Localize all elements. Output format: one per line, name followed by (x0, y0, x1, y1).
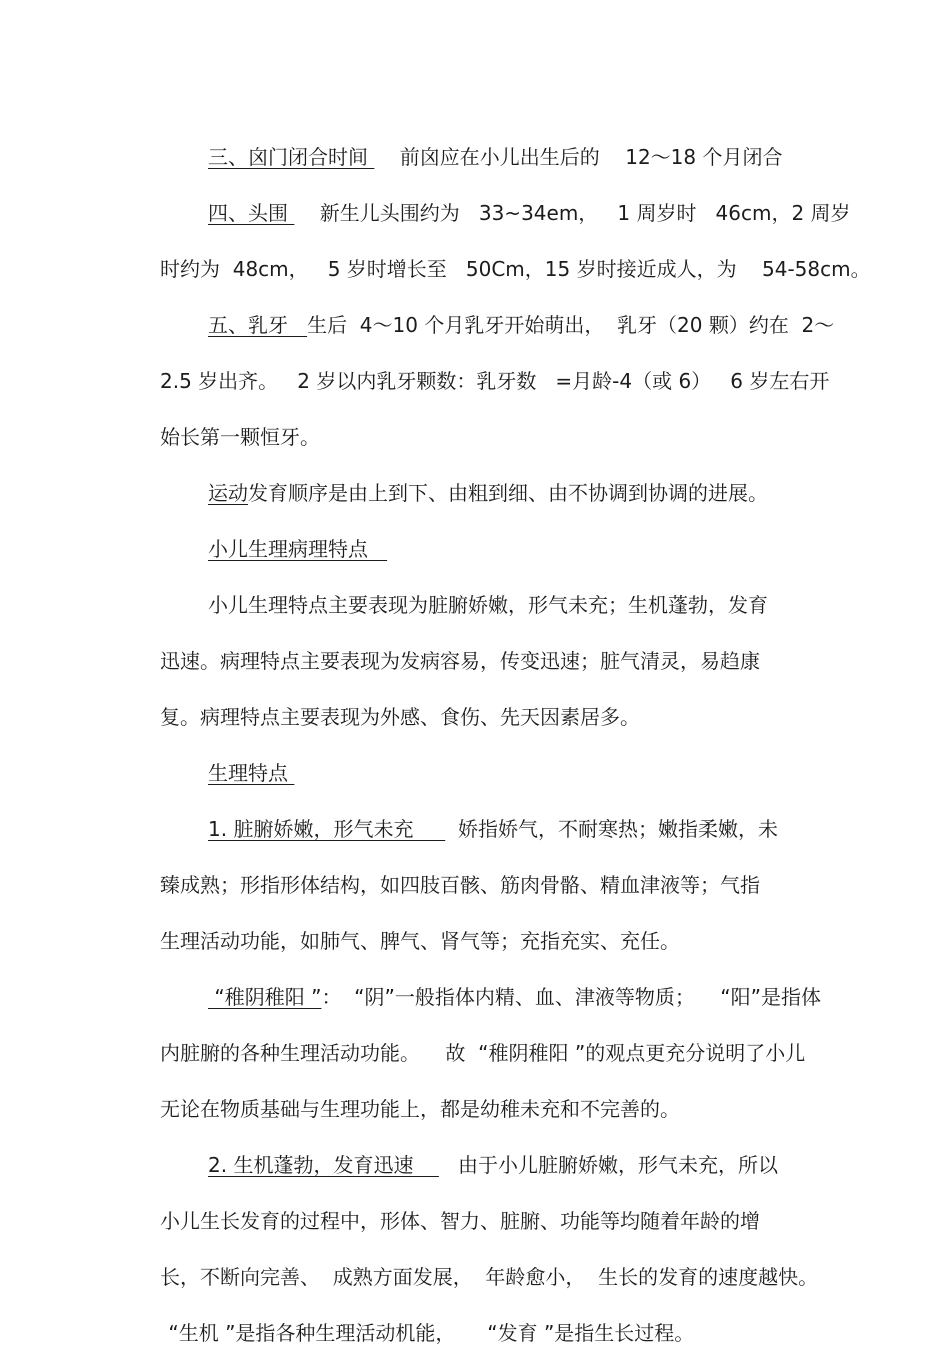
text-segment: 生理活动功能，如肺气、脾气、肾气等；充指充实、充任。 (160, 929, 680, 953)
text-line (160, 367, 829, 395)
head-circumference-heading: 四、头围 (208, 201, 295, 225)
text-line (208, 143, 782, 171)
text-segment: 时约为 48cm， 5 岁时增长至 50Cm，15 岁时接近成人，为 54-58cm。 (160, 257, 871, 281)
motor-keyword: 运动 (208, 481, 248, 505)
text-segment: 发育顺序是由上到下、由粗到细、由不协调到协调的进展。 (248, 481, 768, 505)
text-segment: 2.5 岁出齐。 2 岁以内乳牙颗数：乳牙数 =月龄-4（或 6） 6 岁左右开 (160, 369, 830, 393)
text-segment: 新生儿头围约为 33~34em， 1 周岁时 46cm，2 周岁 (294, 201, 851, 225)
text-line (160, 1263, 818, 1291)
text-segment: “生机 ”是指各种生理活动机能， “发育 ”是指生长过程。 (162, 1321, 695, 1345)
text-line (160, 1095, 680, 1123)
point-2-heading: 2. 生机蓬勃，发育迅速 (208, 1153, 439, 1177)
text-line (160, 1039, 805, 1067)
text-segment: 无论在物质基础与生理功能上，都是幼稚未充和不完善的。 (160, 1097, 680, 1121)
text-segment: 长，不断向完善、 成熟方面发展， 年龄愈小， 生长的发育的速度越快。 (160, 1265, 819, 1289)
text-line (208, 591, 768, 619)
yin-yang-term: “稚阴稚阳 ” (208, 985, 322, 1009)
text-segment: 小儿生理特点主要表现为脏腑娇嫩，形气未充；生机蓬勃，发育 (208, 593, 768, 617)
text-line (160, 423, 320, 451)
text-segment: 前囟应在小儿出生后的 12～18 个月闭合 (374, 145, 783, 169)
section-heading (208, 759, 294, 787)
text-segment: 娇指娇气，不耐寒热；嫩指柔嫩，未 (445, 817, 778, 841)
text-segment: 生后 4～10 个月乳牙开始萌出， 乳牙（20 颗）约在 2～ (307, 313, 835, 337)
text-segment: 小儿生长发育的过程中，形体、智力、脏腑、功能等均随着年龄的增 (160, 1209, 760, 1233)
text-segment: 由于小儿脏腑娇嫩，形气未充，所以 (438, 1153, 778, 1177)
physiology-pathology-heading: 小儿生理病理特点 (208, 537, 388, 561)
text-segment: 迅速。病理特点主要表现为发病容易，传变迅速；脏气清灵，易趋康 (160, 649, 760, 673)
text-line (160, 1207, 760, 1235)
section-heading (208, 535, 387, 563)
text-line (208, 199, 851, 227)
text-line (208, 479, 768, 507)
text-line (160, 871, 760, 899)
text-segment: 臻成熟；形指形体结构，如四肢百骸、筋肉骨骼、精血津液等；气指 (160, 873, 760, 897)
text-segment: 复。病理特点主要表现为外感、食伤、先天因素居多。 (160, 705, 640, 729)
text-line (160, 927, 680, 955)
fontanelle-heading: 三、囟门闭合时间 (208, 145, 375, 169)
text-line (208, 1151, 778, 1179)
text-line (160, 647, 760, 675)
text-line (208, 983, 821, 1011)
text-segment: 始长第一颗恒牙。 (160, 425, 320, 449)
text-line (162, 1319, 694, 1347)
text-line (208, 311, 834, 339)
text-line (160, 255, 871, 283)
physiology-heading: 生理特点 (208, 761, 295, 785)
text-line (160, 703, 640, 731)
text-segment: ： “阴”一般指体内精、血、津液等物质； “阳”是指体 (321, 985, 822, 1009)
text-line (208, 815, 778, 843)
baby-teeth-heading: 五、乳牙 (208, 313, 308, 337)
text-segment: 内脏腑的各种生理活动功能。 故 “稚阴稚阳 ”的观点更充分说明了小儿 (160, 1041, 806, 1065)
point-1-heading: 1. 脏腑娇嫩，形气未充 (208, 817, 446, 841)
